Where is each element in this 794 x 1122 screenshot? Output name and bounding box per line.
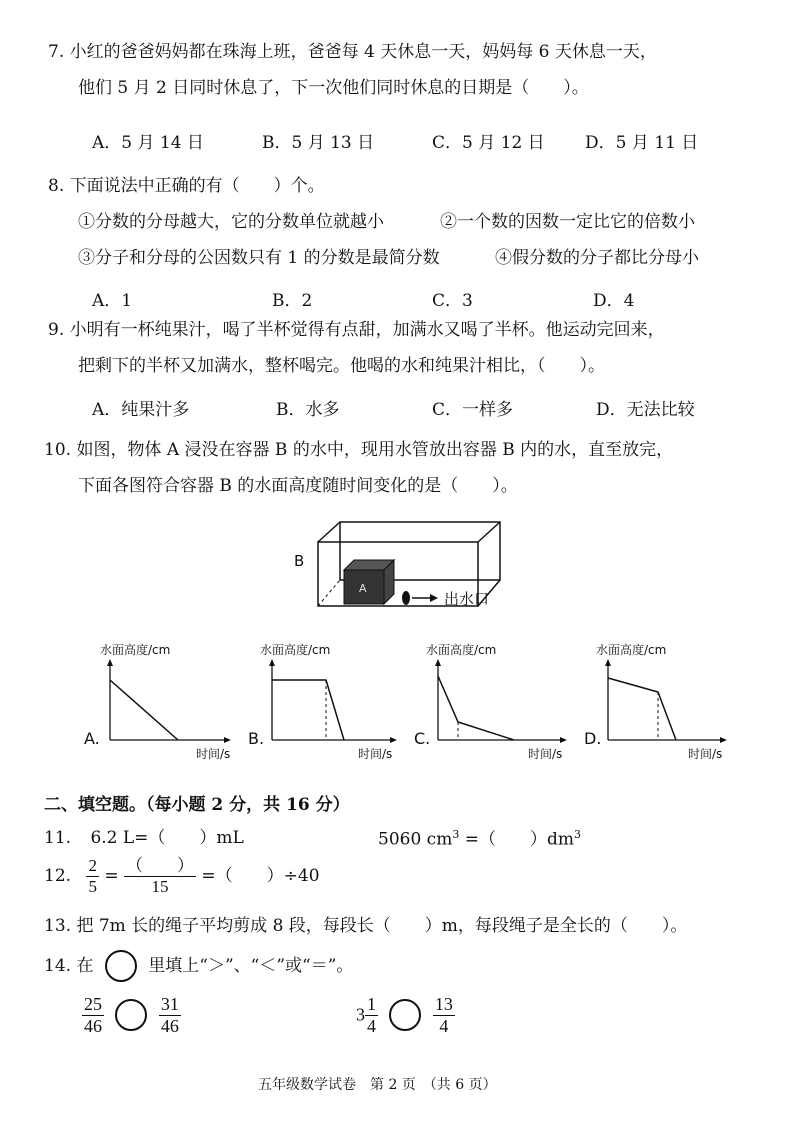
q7-option-d: D．5 月 11 日 — [585, 133, 699, 153]
q12-fraction-1-denominator: 5 — [88, 876, 97, 896]
graph-b-ylabel: 水面高度/cm — [260, 643, 331, 657]
q11 — [44, 828, 244, 848]
q11-number: 11. — [44, 828, 72, 848]
q11-part2-blank: =（ ）dm — [459, 829, 574, 850]
page-footer: 五年级数学试卷 第 2 页 （共 6 页） — [258, 1077, 497, 1093]
q10-line2: 下面各图符合容器 B 的水面高度随时间变化的是（ ）。 — [78, 476, 518, 496]
q8-statement-3: ③分子和分母的公因数只有 1 的分数是最简分数 — [78, 248, 440, 268]
q11-part2-value: 5060 cm — [378, 829, 453, 850]
q12-fraction-2-denominator: 15 — [151, 876, 169, 896]
q9-option-a: A．纯果汁多 — [92, 400, 190, 420]
section-2-title: 二、填空题。（每小题 2 分，共 16 分） — [44, 795, 350, 815]
graph-b-letter: B. — [248, 729, 265, 748]
q12-fraction-2-numerator: （ ） — [126, 856, 195, 875]
q14-mixed-denominator: 4 — [367, 1015, 376, 1036]
q9-option-c: C．一样多 — [432, 400, 514, 420]
q13: 13. 把 7m 长的绳子平均剪成 8 段，每段长（ ）m，每段绳子是全长的（ ）。 — [44, 916, 688, 936]
graph-a-ylabel: 水面高度/cm — [100, 643, 171, 657]
q12-fraction-2 — [124, 856, 196, 896]
graph-a-line — [110, 680, 178, 740]
q8-option-d: D．4 — [593, 291, 635, 311]
q7-line2: 他们 5 月 2 日同时休息了，下一次他们同时休息的日期是（ ）。 — [78, 78, 589, 98]
q14-instruction — [44, 950, 353, 982]
graph-d — [578, 640, 778, 765]
q12-fraction-1 — [86, 856, 99, 896]
q8-line1: 8. 下面说法中正确的有（ ）个。 — [48, 176, 325, 196]
q9-line2: 把剩下的半杯又加满水，整杯喝完。他喝的水和纯果汁相比，（ ）。 — [78, 356, 605, 376]
q14-prefix: 14. 在 — [44, 955, 94, 976]
q14-fraction-d-numerator: 13 — [434, 994, 453, 1014]
q9-option-d: D．无法比较 — [596, 400, 695, 420]
q8-statement-1: ①分数的分母越大，它的分数单位就越小 — [78, 212, 384, 232]
graph-c-xlabel: 时间/s — [528, 747, 563, 761]
q8-option-c: C．3 — [432, 291, 473, 311]
q12-fraction-1-numerator: 2 — [88, 856, 97, 875]
q7-line1: 7. 小红的爸爸妈妈都在珠海上班，爸爸每 4 天休息一天，妈妈每 6 天休息一天， — [48, 42, 657, 62]
q14-mixed-numerator: 1 — [367, 994, 376, 1014]
q11-part2 — [378, 828, 581, 850]
q12 — [44, 856, 320, 896]
q11-part1: 6.2 L=（ ）mL — [90, 828, 244, 848]
container-label: B — [294, 552, 305, 570]
q14-suffix: 里填上“＞”、“＜”或“＝”。 — [148, 955, 354, 976]
outlet-label: 出水口 — [444, 590, 490, 608]
object-a-label: A — [359, 582, 367, 595]
q7-option-c: C．5 月 12 日 — [432, 133, 545, 153]
graph-b — [244, 640, 414, 765]
container-diagram — [290, 518, 530, 618]
q7-option-a: A．5 月 14 日 — [92, 133, 204, 153]
q14-answer-circle-1[interactable] — [115, 999, 147, 1031]
q10-line1: 10. 如图，物体 A 浸没在容器 B 的水中，现用水管放出容器 B 内的水，直至放完， — [44, 440, 674, 460]
graph-a-letter: A. — [84, 729, 100, 748]
q14-item-1 — [82, 994, 181, 1036]
q8-statement-2: ②一个数的因数一定比它的倍数小 — [440, 212, 695, 232]
q7-option-b: B．5 月 13 日 — [262, 133, 375, 153]
q14-fraction-d-denominator: 4 — [439, 1015, 449, 1036]
q8-option-a: A．1 — [92, 291, 133, 311]
q12-tail: =（ ）÷40 — [201, 865, 320, 886]
q11-part2-exponent: 3 — [452, 828, 460, 841]
q12-number: 12. — [44, 865, 72, 886]
q14-fraction-b-denominator: 46 — [160, 1015, 179, 1036]
q14-fraction-b-numerator: 31 — [160, 994, 179, 1014]
graph-d-xlabel: 时间/s — [688, 747, 723, 761]
graph-c-letter: C. — [414, 729, 431, 748]
q8-statement-4: ④假分数的分子都比分母小 — [495, 248, 699, 268]
q12-equals: = — [104, 865, 119, 886]
graph-b-xlabel: 时间/s — [358, 747, 393, 761]
q14-mixed-fraction — [365, 994, 378, 1036]
q14-fraction-a — [82, 994, 104, 1036]
q11-part2-exponent2: 3 — [573, 828, 581, 841]
graph-a-xlabel: 时间/s — [196, 747, 231, 761]
q14-mixed-whole: 3 — [356, 1004, 365, 1025]
q9-option-b: B．水多 — [276, 400, 340, 420]
q14-circle-icon — [105, 950, 137, 982]
q14-fraction-a-denominator: 46 — [84, 1015, 102, 1036]
q14-fraction-d — [433, 994, 455, 1036]
q14-fraction-a-numerator: 25 — [84, 994, 102, 1014]
graph-a — [82, 640, 252, 765]
graph-c-ylabel: 水面高度/cm — [426, 643, 497, 657]
graph-d-line — [608, 678, 676, 740]
q14-item-2 — [356, 994, 455, 1036]
outlet — [402, 591, 410, 605]
graph-c — [410, 640, 585, 765]
q14-answer-circle-2[interactable] — [389, 999, 421, 1031]
graph-d-ylabel: 水面高度/cm — [596, 643, 667, 657]
graph-d-letter: D. — [584, 729, 602, 748]
q9-line1: 9. 小明有一杯纯果汁，喝了半杯觉得有点甜，加满水又喝了半杯。他运动完回来， — [48, 320, 665, 340]
graph-b-line — [272, 680, 344, 740]
q8-option-b: B．2 — [272, 291, 313, 311]
q14-fraction-b — [159, 994, 181, 1036]
graph-c-line — [438, 676, 514, 740]
